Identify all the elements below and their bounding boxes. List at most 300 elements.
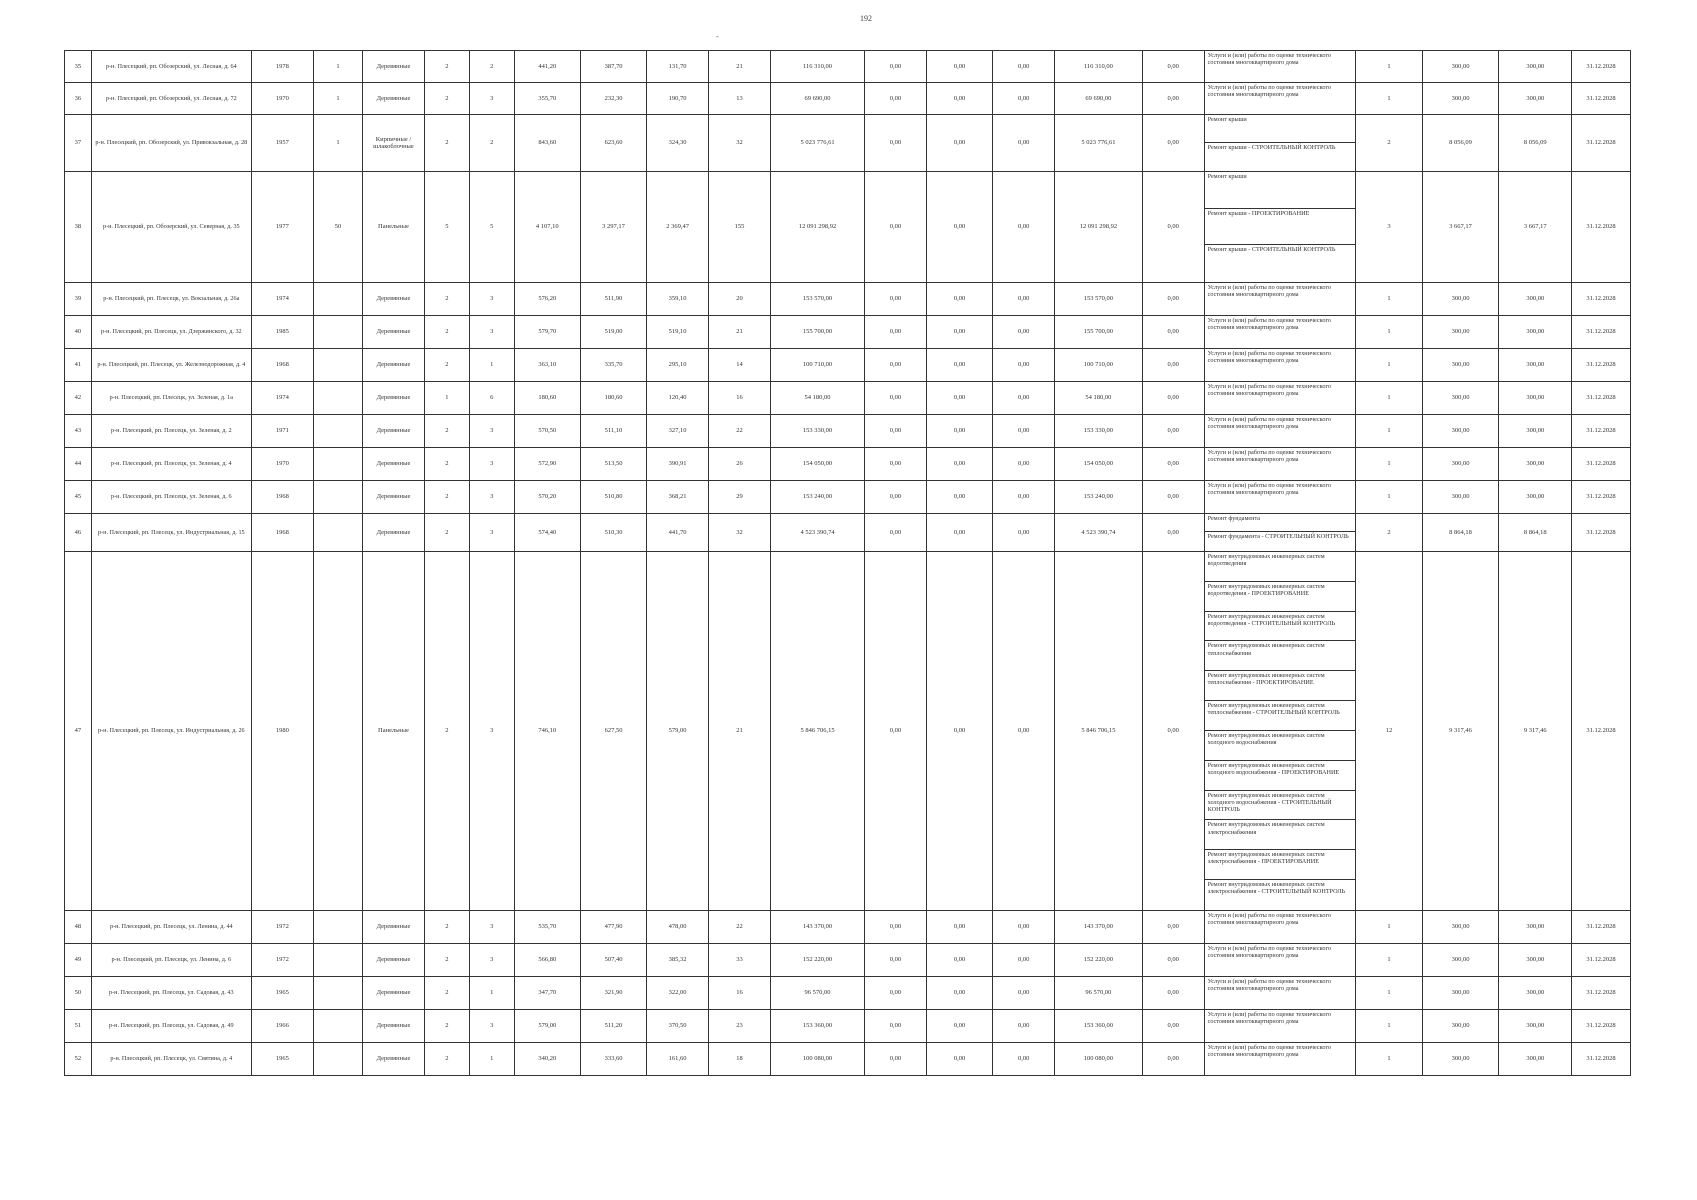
unit-cost-cell: 300,00 [1422, 282, 1499, 315]
mark-cell [313, 910, 362, 943]
owners-funds-cell: 96 570,00 [1055, 976, 1143, 1009]
works-cell [1204, 447, 1356, 480]
entrances-cell: 3 [469, 513, 514, 551]
work-item: Услуги и (или) работы по оценке технического состояния многоквартирного дома [1207, 1043, 1331, 1059]
residents-cell: 155 [709, 172, 771, 283]
total-cost-cell: 100 710,00 [771, 348, 865, 381]
year-cell: 1957 [251, 115, 313, 172]
wall-material-cell: Деревянные [363, 315, 425, 348]
work-item: Ремонт фундамента [1205, 514, 1356, 533]
local-budget-cell: 0,00 [993, 381, 1055, 414]
total-area-cell: 535,70 [514, 910, 580, 943]
wall-material-cell: Деревянные [363, 976, 425, 1009]
year-cell: 1968 [251, 480, 313, 513]
residents-cell: 16 [709, 381, 771, 414]
wall-material-cell: Деревянные [363, 83, 425, 115]
living-area-cell: 335,70 [580, 348, 646, 381]
limit-cost-cell: 300,00 [1499, 315, 1572, 348]
limit-cost-cell: 300,00 [1499, 976, 1572, 1009]
deadline-cell: 31.12.2028 [1572, 910, 1631, 943]
living-area-cell: 519,00 [580, 315, 646, 348]
regional-budget-cell: 0,00 [926, 172, 992, 283]
work-item: Ремонт внутридомовых инженерных систем холодного водоснабжения [1205, 731, 1356, 761]
fund-cost-cell: 0,00 [865, 315, 927, 348]
year-cell: 1965 [251, 976, 313, 1009]
wall-material-cell: Деревянные [363, 943, 425, 976]
local-budget-cell: 0,00 [993, 315, 1055, 348]
address-cell: р-н. Плесецкий, рп. Обозерский, ул. Северная, д. 35 [91, 172, 251, 283]
row-number: 41 [65, 348, 92, 381]
works-cell [1204, 943, 1356, 976]
row-number: 49 [65, 943, 92, 976]
work-item: Ремонт внутридомовых инженерных систем холодного водоснабжения - СТРОИТЕЛЬНЫЙ КОНТРОЛЬ [1205, 791, 1356, 821]
address-cell: р-н. Плесецкий, рп. Плесецк, ул. Cвятина, д. 4 [91, 1042, 251, 1075]
unit-cost-cell: 300,00 [1422, 910, 1499, 943]
address-cell: р-н. Плесецкий, рп. Плесецк, ул. Ленина, д. 44 [91, 910, 251, 943]
works-cell [1204, 83, 1356, 115]
other-funds-cell: 0,00 [1142, 1042, 1204, 1075]
unit-cost-cell: 300,00 [1422, 414, 1499, 447]
entrances-cell: 1 [469, 976, 514, 1009]
owned-area-cell: 161,60 [647, 1042, 709, 1075]
works-count-cell: 1 [1356, 480, 1422, 513]
living-area-cell: 3 297,17 [580, 172, 646, 283]
works-cell [1204, 348, 1356, 381]
other-funds-cell: 0,00 [1142, 115, 1204, 172]
deadline-cell: 31.12.2028 [1572, 115, 1631, 172]
total-cost-cell: 154 050,00 [771, 447, 865, 480]
regional-budget-cell: 0,00 [926, 83, 992, 115]
row-number: 43 [65, 414, 92, 447]
total-cost-cell: 96 570,00 [771, 976, 865, 1009]
owned-area-cell: 2 369,47 [647, 172, 709, 283]
unit-cost-cell: 3 667,17 [1422, 172, 1499, 283]
unit-cost-cell: 300,00 [1422, 447, 1499, 480]
fund-cost-cell: 0,00 [865, 172, 927, 283]
owners-funds-cell: 100 080,00 [1055, 1042, 1143, 1075]
unit-cost-cell: 300,00 [1422, 1042, 1499, 1075]
limit-cost-cell: 300,00 [1499, 414, 1572, 447]
row-number: 52 [65, 1042, 92, 1075]
address-cell: р-н. Плесецкий, рп. Плесецк, ул. Вокзальная, д. 26а [91, 282, 251, 315]
works-count-cell: 1 [1356, 414, 1422, 447]
living-area-cell: 510,30 [580, 513, 646, 551]
living-area-cell: 623,60 [580, 115, 646, 172]
deadline-cell: 31.12.2028 [1572, 513, 1631, 551]
table-row [65, 282, 1631, 315]
total-cost-cell: 5 023 776,61 [771, 115, 865, 172]
table-row [65, 381, 1631, 414]
regional-budget-cell: 0,00 [926, 348, 992, 381]
living-area-cell: 627,50 [580, 551, 646, 910]
limit-cost-cell: 300,00 [1499, 447, 1572, 480]
other-funds-cell: 0,00 [1142, 414, 1204, 447]
fund-cost-cell: 0,00 [865, 976, 927, 1009]
wall-material-cell: Деревянные [363, 282, 425, 315]
mark-cell: 1 [313, 83, 362, 115]
table-row [65, 51, 1631, 83]
works-count-cell: 1 [1356, 1042, 1422, 1075]
table-row [65, 315, 1631, 348]
year-cell: 1968 [251, 348, 313, 381]
living-area-cell: 321,90 [580, 976, 646, 1009]
year-cell: 1977 [251, 172, 313, 283]
residents-cell: 22 [709, 414, 771, 447]
entrances-cell: 3 [469, 315, 514, 348]
total-cost-cell: 153 330,00 [771, 414, 865, 447]
deadline-cell: 31.12.2028 [1572, 282, 1631, 315]
work-item: Услуги и (или) работы по оценке технического состояния многоквартирного дома [1207, 415, 1331, 431]
total-cost-cell: 69 690,00 [771, 83, 865, 115]
work-item: Ремонт внутридомовых инженерных систем теплоснабжения [1205, 641, 1356, 671]
works-count-cell: 1 [1356, 282, 1422, 315]
table-row [65, 348, 1631, 381]
owners-funds-cell: 153 360,00 [1055, 1009, 1143, 1042]
fund-cost-cell: 0,00 [865, 447, 927, 480]
other-funds-cell: 0,00 [1142, 348, 1204, 381]
address-cell: р-н. Плесецкий, рп. Плесецк, ул. Дзержинского, д. 32 [91, 315, 251, 348]
work-item: Ремонт фундамента - СТРОИТЕЛЬНЫЙ КОНТРОЛЬ [1207, 533, 1349, 541]
row-number: 46 [65, 513, 92, 551]
other-funds-cell: 0,00 [1142, 447, 1204, 480]
residents-cell: 21 [709, 551, 771, 910]
mark-cell [313, 447, 362, 480]
local-budget-cell: 0,00 [993, 348, 1055, 381]
limit-cost-cell: 300,00 [1499, 943, 1572, 976]
owned-area-cell: 390,91 [647, 447, 709, 480]
table-row [65, 1009, 1631, 1042]
total-area-cell: 576,20 [514, 282, 580, 315]
deadline-cell: 31.12.2028 [1572, 1009, 1631, 1042]
owned-area-cell: 519,10 [647, 315, 709, 348]
wall-material-cell: Деревянные [363, 51, 425, 83]
year-cell: 1972 [251, 943, 313, 976]
owners-funds-cell: 12 091 298,92 [1055, 172, 1143, 283]
works-count-cell: 1 [1356, 381, 1422, 414]
other-funds-cell: 0,00 [1142, 480, 1204, 513]
other-funds-cell: 0,00 [1142, 381, 1204, 414]
owned-area-cell: 327,10 [647, 414, 709, 447]
residents-cell: 21 [709, 51, 771, 83]
floors-cell: 2 [424, 1042, 469, 1075]
wall-material-cell: Деревянные [363, 381, 425, 414]
living-area-cell: 510,80 [580, 480, 646, 513]
year-cell: 1968 [251, 513, 313, 551]
scan-mark: - [716, 32, 719, 41]
deadline-cell: 31.12.2028 [1572, 551, 1631, 910]
table-row [65, 1042, 1631, 1075]
works-count-cell: 1 [1356, 943, 1422, 976]
total-area-cell: 746,10 [514, 551, 580, 910]
regional-budget-cell: 0,00 [926, 551, 992, 910]
fund-cost-cell: 0,00 [865, 1009, 927, 1042]
row-number: 50 [65, 976, 92, 1009]
regional-budget-cell: 0,00 [926, 381, 992, 414]
works-count-cell: 1 [1356, 447, 1422, 480]
unit-cost-cell: 300,00 [1422, 315, 1499, 348]
address-cell: р-н. Плесецкий, рп. Плесецк, ул. Зеленая, д. 6 [91, 480, 251, 513]
work-item: Ремонт крыши [1205, 172, 1356, 209]
wall-material-cell: Деревянные [363, 910, 425, 943]
local-budget-cell: 0,00 [993, 282, 1055, 315]
work-item: Услуги и (или) работы по оценке технического состояния многоквартирного дома [1207, 316, 1331, 332]
year-cell: 1985 [251, 315, 313, 348]
mark-cell [313, 282, 362, 315]
row-number: 51 [65, 1009, 92, 1042]
page-number: 192 [860, 14, 872, 23]
mark-cell [313, 513, 362, 551]
mark-cell [313, 315, 362, 348]
fund-cost-cell: 0,00 [865, 910, 927, 943]
fund-cost-cell: 0,00 [865, 1042, 927, 1075]
regional-budget-cell: 0,00 [926, 513, 992, 551]
residents-cell: 33 [709, 943, 771, 976]
total-cost-cell: 153 240,00 [771, 480, 865, 513]
living-area-cell: 511,20 [580, 1009, 646, 1042]
other-funds-cell: 0,00 [1142, 172, 1204, 283]
works-cell [1204, 1009, 1356, 1042]
fund-cost-cell: 0,00 [865, 480, 927, 513]
local-budget-cell: 0,00 [993, 447, 1055, 480]
table-row [65, 83, 1631, 115]
year-cell: 1974 [251, 282, 313, 315]
other-funds-cell: 0,00 [1142, 51, 1204, 83]
floors-cell: 2 [424, 414, 469, 447]
owners-funds-cell: 155 700,00 [1055, 315, 1143, 348]
works-count-cell: 1 [1356, 83, 1422, 115]
limit-cost-cell: 300,00 [1499, 51, 1572, 83]
work-item: Услуги и (или) работы по оценке технического состояния многоквартирного дома [1207, 911, 1331, 927]
floors-cell: 2 [424, 115, 469, 172]
entrances-cell: 3 [469, 551, 514, 910]
year-cell: 1971 [251, 414, 313, 447]
wall-material-cell: Деревянные [363, 480, 425, 513]
unit-cost-cell: 300,00 [1422, 83, 1499, 115]
owners-funds-cell: 116 310,00 [1055, 51, 1143, 83]
address-cell: р-н. Плесецкий, рп. Плесецк, ул. Зеленая, д. 1а [91, 381, 251, 414]
limit-cost-cell: 3 667,17 [1499, 172, 1572, 283]
floors-cell: 2 [424, 513, 469, 551]
works-count-cell: 2 [1356, 115, 1422, 172]
works-count-cell: 1 [1356, 976, 1422, 1009]
works-count-cell: 1 [1356, 51, 1422, 83]
works-cell [1204, 480, 1356, 513]
local-budget-cell: 0,00 [993, 976, 1055, 1009]
mark-cell [313, 943, 362, 976]
entrances-cell: 1 [469, 348, 514, 381]
owned-area-cell: 478,00 [647, 910, 709, 943]
residents-cell: 21 [709, 315, 771, 348]
owned-area-cell: 120,40 [647, 381, 709, 414]
deadline-cell: 31.12.2028 [1572, 976, 1631, 1009]
residents-cell: 23 [709, 1009, 771, 1042]
work-item: Ремонт внутридомовых инженерных систем водоотведения [1205, 552, 1356, 582]
table-row [65, 910, 1631, 943]
total-area-cell: 572,90 [514, 447, 580, 480]
living-area-cell: 387,70 [580, 51, 646, 83]
address-cell: р-н. Плесецкий, рп. Плесецк, ул. Индустриальная, д. 15 [91, 513, 251, 551]
mark-cell [313, 551, 362, 910]
entrances-cell: 6 [469, 381, 514, 414]
works-count-cell: 12 [1356, 551, 1422, 910]
limit-cost-cell: 300,00 [1499, 480, 1572, 513]
year-cell: 1972 [251, 910, 313, 943]
local-budget-cell: 0,00 [993, 480, 1055, 513]
fund-cost-cell: 0,00 [865, 513, 927, 551]
local-budget-cell: 0,00 [993, 414, 1055, 447]
entrances-cell: 3 [469, 447, 514, 480]
works-cell [1204, 115, 1356, 172]
address-cell: р-н. Плесецкий, рп. Обозерский, ул. Лесная, д. 72 [91, 83, 251, 115]
table-row [65, 172, 1631, 283]
work-item: Услуги и (или) работы по оценке технического состояния многоквартирного дома [1207, 977, 1331, 993]
owned-area-cell: 385,32 [647, 943, 709, 976]
entrances-cell: 2 [469, 51, 514, 83]
mark-cell: 1 [313, 115, 362, 172]
work-item: Ремонт внутридомовых инженерных систем холодного водоснабжения - ПРОЕКТИРОВАНИЕ [1205, 761, 1356, 791]
owned-area-cell: 324,30 [647, 115, 709, 172]
work-item: Ремонт крыши - ПРОЕКТИРОВАНИЕ [1205, 209, 1356, 246]
address-cell: р-н. Плесецкий, рп. Обозерский, ул. Лесная, д. 64 [91, 51, 251, 83]
owned-area-cell: 579,00 [647, 551, 709, 910]
work-item: Услуги и (или) работы по оценке технического состояния многоквартирного дома [1207, 84, 1331, 99]
limit-cost-cell: 300,00 [1499, 1042, 1572, 1075]
residents-cell: 14 [709, 348, 771, 381]
regional-budget-cell: 0,00 [926, 910, 992, 943]
limit-cost-cell: 8 056,09 [1499, 115, 1572, 172]
total-cost-cell: 4 523 390,74 [771, 513, 865, 551]
year-cell: 1980 [251, 551, 313, 910]
floors-cell: 2 [424, 976, 469, 1009]
local-budget-cell: 0,00 [993, 943, 1055, 976]
table-row [65, 976, 1631, 1009]
regional-budget-cell: 0,00 [926, 447, 992, 480]
total-area-cell: 570,50 [514, 414, 580, 447]
table-row [65, 115, 1631, 172]
limit-cost-cell: 300,00 [1499, 1009, 1572, 1042]
works-cell [1204, 172, 1356, 283]
owned-area-cell: 368,21 [647, 480, 709, 513]
local-budget-cell: 0,00 [993, 172, 1055, 283]
other-funds-cell: 0,00 [1142, 943, 1204, 976]
row-number: 36 [65, 83, 92, 115]
owners-funds-cell: 153 330,00 [1055, 414, 1143, 447]
register-rows [65, 51, 1631, 1076]
unit-cost-cell: 300,00 [1422, 348, 1499, 381]
work-item: Ремонт крыши [1205, 115, 1356, 143]
wall-material-cell: Деревянные [363, 513, 425, 551]
total-area-cell: 843,60 [514, 115, 580, 172]
other-funds-cell: 0,00 [1142, 282, 1204, 315]
row-number: 40 [65, 315, 92, 348]
table-row [65, 513, 1631, 551]
row-number: 48 [65, 910, 92, 943]
local-budget-cell: 0,00 [993, 51, 1055, 83]
living-area-cell: 232,30 [580, 83, 646, 115]
floors-cell: 2 [424, 51, 469, 83]
regional-budget-cell: 0,00 [926, 480, 992, 513]
owners-funds-cell: 5 846 706,15 [1055, 551, 1143, 910]
table-row [65, 943, 1631, 976]
total-area-cell: 579,70 [514, 315, 580, 348]
address-cell: р-н. Плесецкий, рп. Обозерский, ул. Привокзальная, д. 28 [91, 115, 251, 172]
owned-area-cell: 359,10 [647, 282, 709, 315]
year-cell: 1974 [251, 381, 313, 414]
residents-cell: 13 [709, 83, 771, 115]
total-area-cell: 347,70 [514, 976, 580, 1009]
row-number: 44 [65, 447, 92, 480]
owners-funds-cell: 143 370,00 [1055, 910, 1143, 943]
fund-cost-cell: 0,00 [865, 414, 927, 447]
unit-cost-cell: 300,00 [1422, 943, 1499, 976]
regional-budget-cell: 0,00 [926, 115, 992, 172]
work-item: Услуги и (или) работы по оценке технического состояния многоквартирного дома [1207, 448, 1331, 464]
entrances-cell: 3 [469, 83, 514, 115]
living-area-cell: 513,50 [580, 447, 646, 480]
work-item: Ремонт крыши - СТРОИТЕЛЬНЫЙ КОНТРОЛЬ [1207, 144, 1336, 151]
regional-budget-cell: 0,00 [926, 1009, 992, 1042]
works-cell [1204, 381, 1356, 414]
other-funds-cell: 0,00 [1142, 315, 1204, 348]
works-count-cell: 1 [1356, 348, 1422, 381]
total-cost-cell: 12 091 298,92 [771, 172, 865, 283]
entrances-cell: 2 [469, 115, 514, 172]
wall-material-cell: Кирпичные / шлакоблочные [363, 115, 425, 172]
work-item: Ремонт внутридомовых инженерных систем электроснабжения - СТРОИТЕЛЬНЫЙ КОНТРОЛЬ [1207, 881, 1346, 896]
total-cost-cell: 152 220,00 [771, 943, 865, 976]
works-cell [1204, 910, 1356, 943]
floors-cell: 2 [424, 315, 469, 348]
owners-funds-cell: 69 690,00 [1055, 83, 1143, 115]
limit-cost-cell: 300,00 [1499, 381, 1572, 414]
total-area-cell: 340,20 [514, 1042, 580, 1075]
owners-funds-cell: 4 523 390,74 [1055, 513, 1143, 551]
mark-cell [313, 381, 362, 414]
owners-funds-cell: 154 050,00 [1055, 447, 1143, 480]
limit-cost-cell: 300,00 [1499, 348, 1572, 381]
floors-cell: 2 [424, 910, 469, 943]
wall-material-cell: Деревянные [363, 447, 425, 480]
regional-budget-cell: 0,00 [926, 51, 992, 83]
works-cell [1204, 51, 1356, 83]
owners-funds-cell: 153 570,00 [1055, 282, 1143, 315]
works-cell [1204, 513, 1356, 551]
regional-budget-cell: 0,00 [926, 282, 992, 315]
work-item: Услуги и (или) работы по оценке технического состояния многоквартирного дома [1207, 382, 1331, 398]
mark-cell [313, 480, 362, 513]
mark-cell [313, 348, 362, 381]
other-funds-cell: 0,00 [1142, 1009, 1204, 1042]
total-area-cell: 579,00 [514, 1009, 580, 1042]
work-item: Услуги и (или) работы по оценке технического состояния многоквартирного дома [1207, 349, 1331, 365]
mark-cell [313, 1009, 362, 1042]
address-cell: р-н. Плесецкий, рп. Плесецк, ул. Железнодорожная, д. 4 [91, 348, 251, 381]
deadline-cell: 31.12.2028 [1572, 943, 1631, 976]
row-number: 38 [65, 172, 92, 283]
owned-area-cell: 190,70 [647, 83, 709, 115]
regional-budget-cell: 0,00 [926, 414, 992, 447]
local-budget-cell: 0,00 [993, 551, 1055, 910]
floors-cell: 2 [424, 551, 469, 910]
total-area-cell: 363,10 [514, 348, 580, 381]
work-item: Ремонт крыши - СТРОИТЕЛЬНЫЙ КОНТРОЛЬ [1207, 246, 1336, 254]
address-cell: р-н. Плесецкий, рп. Плесецк, ул. Садовая, д. 43 [91, 976, 251, 1009]
total-area-cell: 566,80 [514, 943, 580, 976]
row-number: 39 [65, 282, 92, 315]
deadline-cell: 31.12.2028 [1572, 480, 1631, 513]
entrances-cell: 3 [469, 943, 514, 976]
living-area-cell: 511,90 [580, 282, 646, 315]
